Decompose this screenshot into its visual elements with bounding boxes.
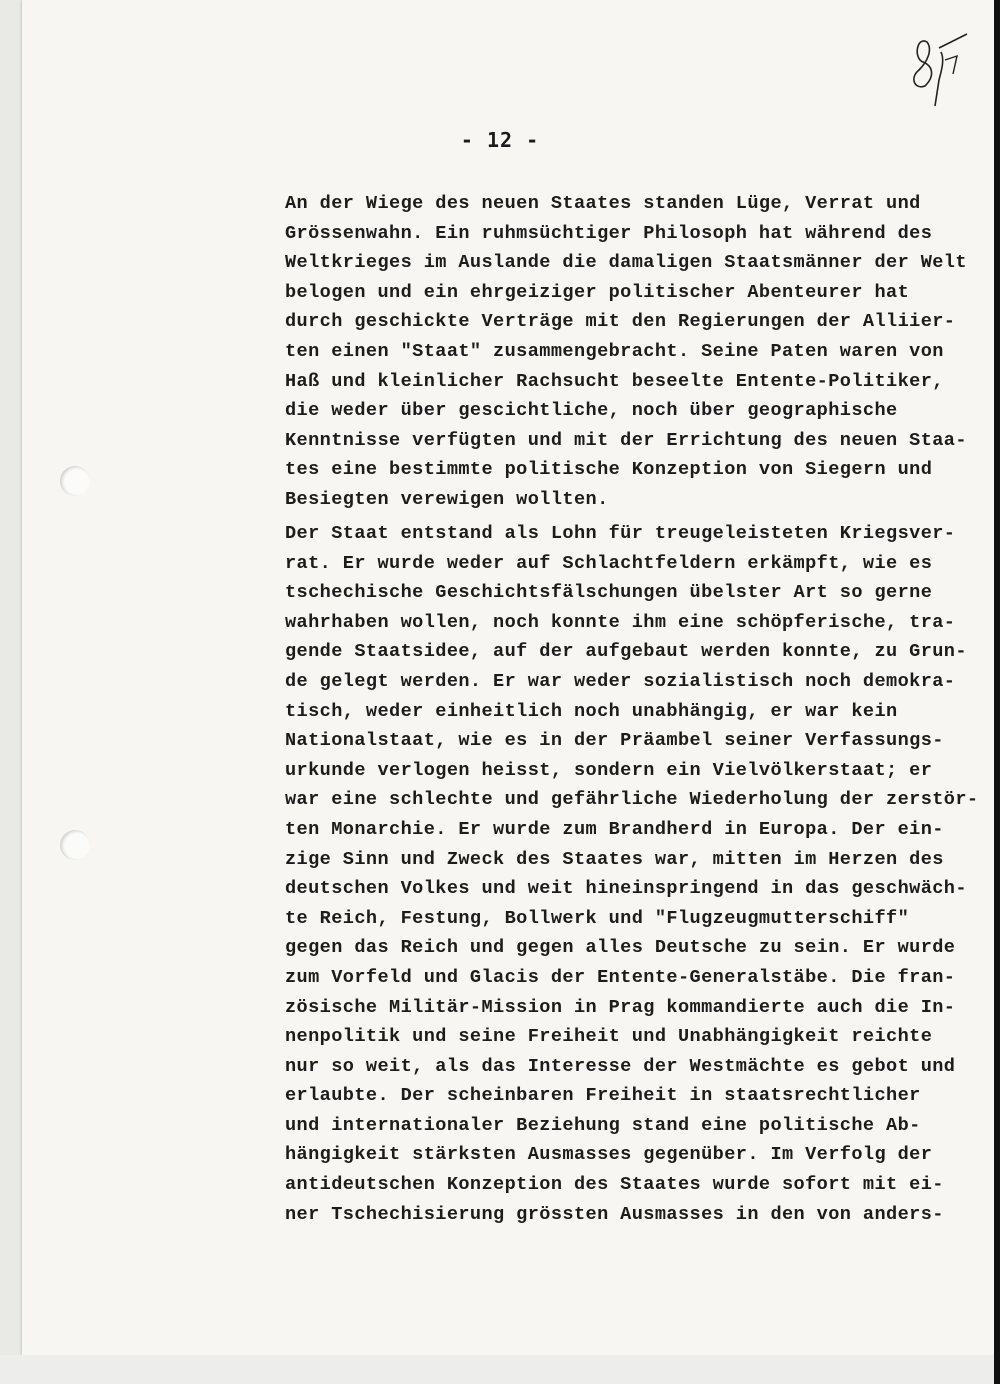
text-line: tisch, weder einheitlich noch unabhängig, er war kein bbox=[285, 700, 898, 722]
text-line: zum Vorfeld und Glacis der Entente-Generalstäbe. Die fran- bbox=[285, 966, 956, 988]
text-line: nenpolitik und seine Freiheit und Unabhängigkeit reichte bbox=[285, 1026, 933, 1048]
text-line: antideutschen Konzeption des Staates wurde sofort mit ei- bbox=[285, 1174, 944, 1196]
text-line: erlaubte. Der scheinbaren Freiheit in staatsrechtlicher bbox=[285, 1085, 921, 1107]
text-line: de gelegt werden. Er war weder sozialistisch noch demokra- bbox=[285, 670, 956, 692]
handwritten-folio-number bbox=[905, 30, 975, 110]
text-line: und internationaler Beziehung stand eine politische Ab- bbox=[285, 1114, 921, 1136]
text-line: ten einen "Staat" zusammengebracht. Seine Paten waren von bbox=[285, 340, 944, 362]
text-line: war eine schlechte und gefährliche Wiederholung der zerstör- bbox=[285, 789, 979, 811]
text-line: Weltkrieges im Auslande die damaligen Staatsmänner der Welt bbox=[285, 252, 967, 274]
text-line: Der Staat entstand als Lohn für treugeleisteten Kriegsver- bbox=[285, 523, 956, 544]
text-line: gegen das Reich und gegen alles Deutsche zu sein. Er wurde bbox=[285, 937, 956, 959]
punch-hole-bottom bbox=[60, 830, 90, 860]
text-line: Besiegten verewigen wollten. bbox=[285, 488, 609, 510]
text-line: rat. Er wurde weder auf Schlachtfeldern erkämpft, wie es bbox=[285, 552, 933, 574]
text-line: Grössenwahn. Ein ruhmsüchtiger Philosoph hat während des bbox=[285, 222, 933, 244]
text-line: hängigkeit stärksten Ausmasses gegenüber. Im Verfolg der bbox=[285, 1144, 933, 1166]
text-line: ten Monarchie. Er wurde zum Brandherd in Europa. Der ein- bbox=[285, 818, 944, 840]
text-line: Nationalstaat, wie es in der Präambel seiner Verfassungs- bbox=[285, 730, 944, 752]
text-line: ner Tschechisierung grössten Ausmasses in den von anders- bbox=[285, 1203, 944, 1225]
text-line: nur so weit, als das Interesse der Westmächte es gebot und bbox=[285, 1055, 956, 1077]
text-line: gende Staatsidee, auf der aufgebaut werden konnte, zu Grun- bbox=[285, 641, 967, 663]
punch-hole-top bbox=[60, 466, 90, 496]
text-line: zösische Militär-Mission in Prag kommandierte auch die In- bbox=[285, 996, 956, 1018]
text-line: Kenntnisse verfügten und mit der Errichtung des neuen Staa- bbox=[285, 429, 967, 451]
text-line: deutschen Volkes und weit hineinspringend in das geschwäch- bbox=[285, 878, 967, 900]
text-line: durch geschickte Verträge mit den Regierungen der Alliier- bbox=[285, 311, 956, 333]
text-line: die weder über gescichtliche, noch über geographische bbox=[285, 400, 898, 422]
paragraph-1 bbox=[285, 189, 1000, 515]
scan-bottom-margin bbox=[0, 1355, 1000, 1384]
text-line: urkunde verlogen heisst, sondern ein Vielvölkerstaat; er bbox=[285, 759, 933, 781]
text-line: tes eine bestimmte politische Konzeption von Siegern und bbox=[285, 459, 933, 481]
text-line: wahrhaben wollen, noch konnte ihm eine schöpferische, tra- bbox=[285, 611, 956, 633]
text-line: zige Sinn und Zweck des Staates war, mitten im Herzen des bbox=[285, 848, 944, 870]
page-number: - 12 - bbox=[460, 128, 540, 152]
paragraph-2 bbox=[285, 519, 1000, 1229]
text-line: An der Wiege des neuen Staates standen Lüge, Verrat und bbox=[285, 193, 921, 214]
text-line: tschechische Geschichtsfälschungen übelster Art so gerne bbox=[285, 582, 933, 604]
text-line: te Reich, Festung, Bollwerk und "Flugzeugmutterschiff" bbox=[285, 907, 910, 929]
text-line: Haß und kleinlicher Rachsucht beseelte Entente-Politiker, bbox=[285, 370, 944, 392]
text-line: belogen und ein ehrgeiziger politischer Abenteurer hat bbox=[285, 281, 910, 303]
